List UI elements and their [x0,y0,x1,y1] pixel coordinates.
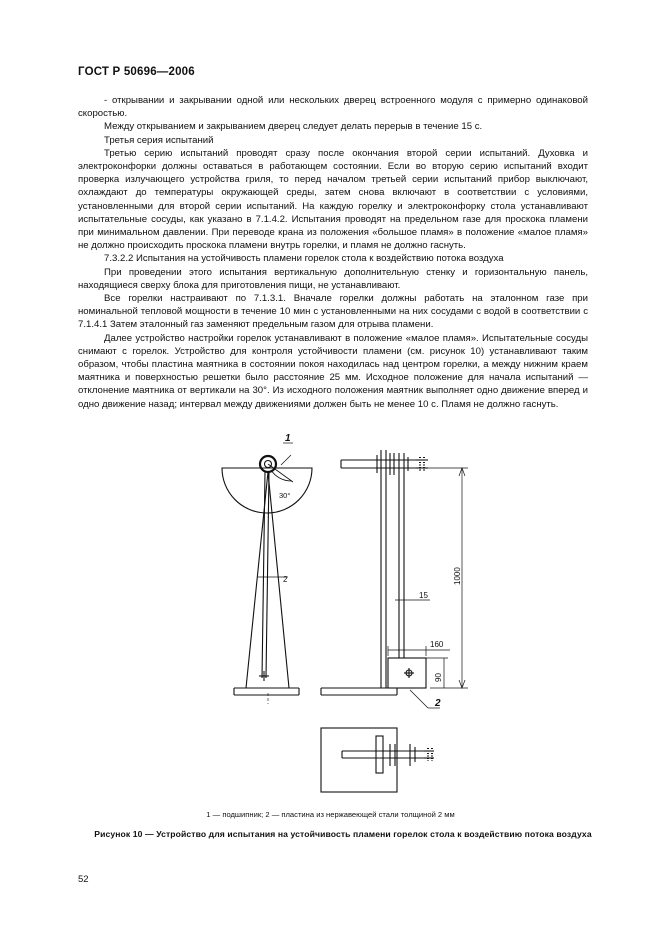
callout-2: 2 [435,698,441,709]
pendulum-plate [222,468,312,513]
pendulum-rod-right [266,472,269,678]
figure-legend: 1 — подшипник; 2 — пластина из нержавеющей стали толщиной 2 мм [206,810,455,819]
angle-label: 30° [279,491,291,500]
dim-2-label: 2 [283,575,288,584]
paragraph-2: Между открыванием и закрыванием дверец следует делать перерыв в течение 15 с. [104,121,483,133]
paragraph-3: Третья серия испытаний [104,134,214,146]
paragraph-7: Далее устройство настройки горелок устанавливают в положение «малое пламя». Испытательные сосуды снимают с горелок. Устройство для контроля устойчивости пламени (см. рисунок 10) устанавливают таким образом, чтобы пластина маятника в состоянии покоя находилась над центром горелки, а между нижним краем маятника и поверхностью решетки было расстояние 25 мм. Исходное положение для начала испытаний — отклонение маятника от вертикали на 30°. Из исходного положения маятник выполняет одно движение вперед и одно движение назад; интервал между движениями должен быть не менее 10 с. Пламя не должно гаснуть. [78,332,588,410]
dim-1000-label: 1000 [453,567,462,585]
paragraph-6: Все горелки настраивают по 7.1.3.1. Вначале горелки должны работать на эталонном газе при номинальной тепловой мощности в течение 10 мин с установленными на них сосудами с водой в соответствии с 7.1.4.1 Затем эталонный газ заменяют предельным газом для отрыва пламени. [78,293,588,331]
technical-drawing [0,430,661,805]
dim-15-label: 15 [419,591,428,600]
callout-1-leader [281,455,291,465]
dim-90-label: 90 [434,673,443,682]
pendulum-rod-left [262,472,265,678]
callout-1: 1 [285,433,291,444]
callout-2-leader [410,690,428,708]
plan-block [376,736,383,773]
body-text [78,94,588,411]
plan-base [321,728,397,792]
paragraph-1: - открывании и закрывании одной или нескольких дверец встроенного модуля с примерно одинаковой скоростью. [78,95,588,120]
page-number: 52 [78,874,89,885]
paragraph-5: При проведении этого испытания вертикальную дополнительную стенку и горизонтальную панель, находящиеся сверху блока для приготовления пищи, не устанавливают. [78,266,588,291]
dim-160-label: 160 [430,640,444,649]
plan-view [321,728,434,792]
pendulum-front-view [222,443,312,704]
figure-caption: Рисунок 10 — Устройство для испытания на устойчивость пламени горелок стола к воздействию потока воздуха [94,829,592,839]
document-header: ГОСТ Р 50696—2006 [78,66,195,78]
paragraph-4: Третью серию испытаний проводят сразу после окончания второй серии испытаний. Духовка и электроконфорки должны оставаться в работающем состоянии. Если во вторую серию испытаний входит проверка излучающего устройства гриля, то перед началом третьей серии испытаний прибор выключают, охлаждают до температуры окружающей среды, затем снова включают в соответствии с условиями, установленными для второй серии испытаний. На каждую горелку и электроконфорку стола устанавливают испытательные сосуды, как указано в 7.1.4.2. Испытания проводят на предельном газе для проскока пламени при минимальном давлении. При переводе крана из положения «большое пламя» в положение «малое пламя» не должно происходить проскока пламени внутрь горелки, и пламя не должно гаснуть. [78,147,588,252]
section-heading: 7.3.2.2 Испытания на устойчивость пламени горелок стола к воздействию потока воздуха [104,253,504,265]
stand-side-view [321,450,468,708]
